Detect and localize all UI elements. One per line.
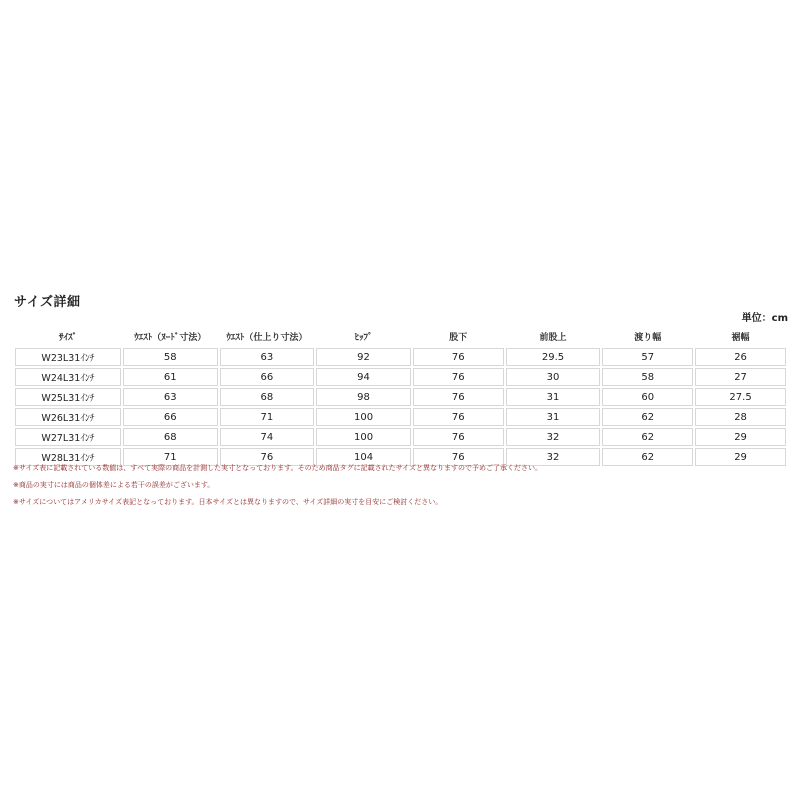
notes xyxy=(13,464,788,515)
cell-thigh-width: 60 xyxy=(602,388,693,406)
cell-front-rise: 32 xyxy=(506,428,601,446)
cell-hem-width: 29 xyxy=(695,448,786,466)
cell-hip: 94 xyxy=(316,368,411,386)
cell-waist-nude: 66 xyxy=(123,408,218,426)
cell-front-rise: 30 xyxy=(506,368,601,386)
cell-front-rise: 31 xyxy=(506,408,601,426)
note-us-sizing: ※サイズについてはアメリカサイズ表記となっております。日本サイズとは異なりますので、サイズ詳細の実寸を目安にご検討ください。 xyxy=(13,498,443,506)
cell-waist-nude: 68 xyxy=(123,428,218,446)
cell-waist-nude: 71 xyxy=(123,448,218,466)
header-row xyxy=(15,326,786,346)
cell-hip: 104 xyxy=(316,448,411,466)
note-measurement: ※サイズ表に記載されている数値は、すべて実際の商品を計測した実寸となっております。そのため商品タグに記載されたサイズと異なりますので予めご了承ください。 xyxy=(13,464,543,472)
header-front-rise: 前股上 xyxy=(539,332,567,343)
cell-thigh-width: 57 xyxy=(602,348,693,366)
cell-hem-width: 29 xyxy=(695,428,786,446)
header-inseam: 股下 xyxy=(449,332,468,343)
header-waist-nude: ｳｴｽﾄ（ﾇｰﾄﾞ寸法） xyxy=(134,332,207,343)
cell-size: W27L31ｲﾝﾁ xyxy=(15,428,121,446)
cell-inseam: 76 xyxy=(413,388,504,406)
unit-label: 単位：cm xyxy=(741,313,788,324)
cell-waist-nude: 61 xyxy=(123,368,218,386)
cell-size: W24L31ｲﾝﾁ xyxy=(15,368,121,386)
header-waist-finished: ｳｴｽﾄ（仕上り寸法） xyxy=(226,332,308,343)
cell-hip: 92 xyxy=(316,348,411,366)
cell-thigh-width: 58 xyxy=(602,368,693,386)
cell-waist-finished: 76 xyxy=(220,448,315,466)
table-row xyxy=(15,408,786,426)
table-row xyxy=(15,368,786,386)
cell-hip: 98 xyxy=(316,388,411,406)
cell-waist-finished: 68 xyxy=(220,388,315,406)
cell-hip: 100 xyxy=(316,408,411,426)
cell-inseam: 76 xyxy=(413,428,504,446)
cell-thigh-width: 62 xyxy=(602,448,693,466)
cell-thigh-width: 62 xyxy=(602,408,693,426)
cell-size: W23L31ｲﾝﾁ xyxy=(15,348,121,366)
header-size: ｻｲｽﾞ xyxy=(58,332,77,343)
cell-hem-width: 26 xyxy=(695,348,786,366)
cell-hem-width: 28 xyxy=(695,408,786,426)
cell-size: W28L31ｲﾝﾁ xyxy=(15,448,121,466)
cell-inseam: 76 xyxy=(413,368,504,386)
header-hem-width: 裾幅 xyxy=(731,332,750,343)
note-individual-difference: ※商品の実寸には商品の個体差による若干の誤差がございます。 xyxy=(13,481,215,489)
cell-front-rise: 29.5 xyxy=(506,348,601,366)
cell-inseam: 76 xyxy=(413,448,504,466)
cell-hem-width: 27 xyxy=(695,368,786,386)
table-row xyxy=(15,348,786,366)
cell-hip: 100 xyxy=(316,428,411,446)
cell-inseam: 76 xyxy=(413,408,504,426)
header-thigh-width: 渡り幅 xyxy=(634,332,662,343)
cell-waist-nude: 58 xyxy=(123,348,218,366)
header-hip: ﾋｯﾌﾟ xyxy=(354,332,373,343)
cell-waist-finished: 66 xyxy=(220,368,315,386)
cell-inseam: 76 xyxy=(413,348,504,366)
cell-front-rise: 31 xyxy=(506,388,601,406)
page-title: サイズ詳細 xyxy=(14,295,81,310)
cell-hem-width: 27.5 xyxy=(695,388,786,406)
table-row xyxy=(15,428,786,446)
cell-front-rise: 32 xyxy=(506,448,601,466)
cell-size: W26L31ｲﾝﾁ xyxy=(15,408,121,426)
cell-waist-finished: 63 xyxy=(220,348,315,366)
cell-size: W25L31ｲﾝﾁ xyxy=(15,388,121,406)
cell-thigh-width: 62 xyxy=(602,428,693,446)
cell-waist-finished: 74 xyxy=(220,428,315,446)
table-row xyxy=(15,388,786,406)
cell-waist-finished: 71 xyxy=(220,408,315,426)
size-table xyxy=(13,324,788,468)
cell-waist-nude: 63 xyxy=(123,388,218,406)
